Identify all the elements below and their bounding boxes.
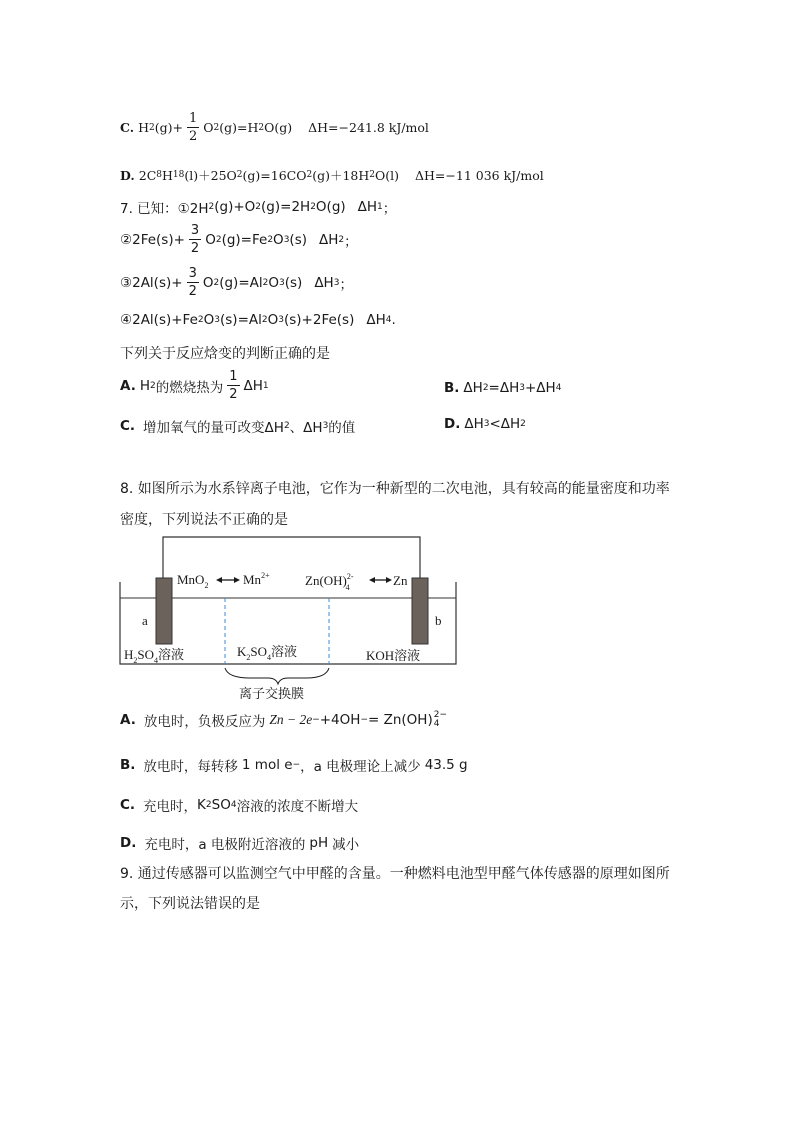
q8-stem-line2: 密度，下列说法不正确的是 bbox=[120, 512, 288, 528]
q8-option-b: B. 放电时，每转移 1 mol e − ，a 电极理论上减少 43.5 g bbox=[120, 757, 468, 775]
battery-diagram bbox=[110, 532, 470, 702]
electrode-b-label: b bbox=[435, 613, 442, 628]
fraction: $\frac{1}{2}$ bbox=[188, 111, 198, 144]
svg-text:Mn2+: $Mn^{2+}$ bbox=[243, 571, 270, 587]
solution-left-label: $H_2SO_4$溶液 bbox=[124, 647, 185, 665]
membrane-brace bbox=[225, 668, 329, 684]
q7-option-b: B. ΔH 2 =ΔH 3 +ΔH 4 bbox=[444, 380, 562, 396]
q7-option-d: D. ΔH 3 <ΔH 2 bbox=[444, 416, 526, 432]
q8-option-c: C. 充电时， K 2 SO 4 溶液的浓度不断增大 bbox=[120, 797, 359, 815]
enthalpy-value: ΔH=−11 036 kJ/mol bbox=[415, 167, 544, 183]
enthalpy-value: ΔH=−241.8 kJ/mol bbox=[308, 120, 429, 135]
solution-middle-label: $K_2SO_4$溶液 bbox=[237, 644, 298, 662]
option-label: C. bbox=[120, 120, 135, 135]
q7-option-c: C. 增加氧气的量可改变ΔH 2 、ΔH 3 的值 bbox=[120, 418, 356, 436]
q8-option-d: D. 充电时，a 电极附近溶液的 pH 减小 bbox=[120, 835, 360, 853]
q9-stem-line1: 9. 通过传感器可以监测空气中甲醛的含量。一种燃料电池型甲醛气体传感器的原理如图所 bbox=[120, 866, 670, 882]
q7-reaction-2: ②2Fe(s)+ $\frac{3}{2}$ O 2 (g)=Fe 2 O 3 (s) ΔH 2 ； bbox=[120, 223, 358, 256]
q7-reaction-4: ④2Al(s)+Fe 2 O 3 (s)=Al 2 O 3 (s)+2Fe(s) ΔH 4 . bbox=[120, 312, 396, 328]
q8-option-a: A. 放电时，负极反应为 Zn − 2e − +4OH − = Zn (OH) 2− 4 bbox=[120, 710, 447, 730]
electrode-a-label: a bbox=[142, 613, 148, 628]
electrode-b bbox=[412, 578, 428, 644]
solution-right-label: KOH溶液 bbox=[366, 648, 421, 663]
membrane-label: 离子交换膜 bbox=[239, 686, 305, 701]
q7-question: 下列关于反应焓变的判断正确的是 bbox=[120, 346, 330, 362]
option-d-prev: D. 2C 8 H 18 (l)＋25O 2 (g)=16CO 2 (g)＋18H 2 O(l) ΔH=−11 036 kJ/mol bbox=[120, 167, 544, 183]
svg-text:Zn: Zn bbox=[393, 573, 408, 588]
q9-stem-line2: 示，下列说法错误的是 bbox=[120, 896, 260, 912]
q7-reaction-3: ③2Al(s)+ $\frac{3}{2}$ O 2 (g)=Al 2 O 3 (s) ΔH 3 ； bbox=[120, 266, 353, 299]
electrode-a bbox=[156, 578, 172, 644]
right-redox-couple: Zn(OH)$^{2-}$4 bbox=[305, 572, 354, 592]
option-c-prev: C. H 2 (g)+ $\frac{1}{2}$ O 2 (g)=H 2 O(g) ΔH=−241.8 kJ/mol bbox=[120, 111, 429, 144]
left-redox-couple: MnO$_2$ bbox=[177, 572, 209, 590]
q7-stem: 7. 已知：①2H 2 (g)+O 2 (g)=2H 2 O(g) ΔH 1 ； bbox=[120, 199, 397, 217]
q8-stem-line1: 8. 如图所示为水系锌离子电池，它作为一种新型的二次电池，具有较高的能量密度和功率 bbox=[120, 481, 670, 497]
q7-option-a: A. H 2 的燃烧热为 $\frac{1}{2}$ ΔH 1 bbox=[120, 369, 269, 402]
